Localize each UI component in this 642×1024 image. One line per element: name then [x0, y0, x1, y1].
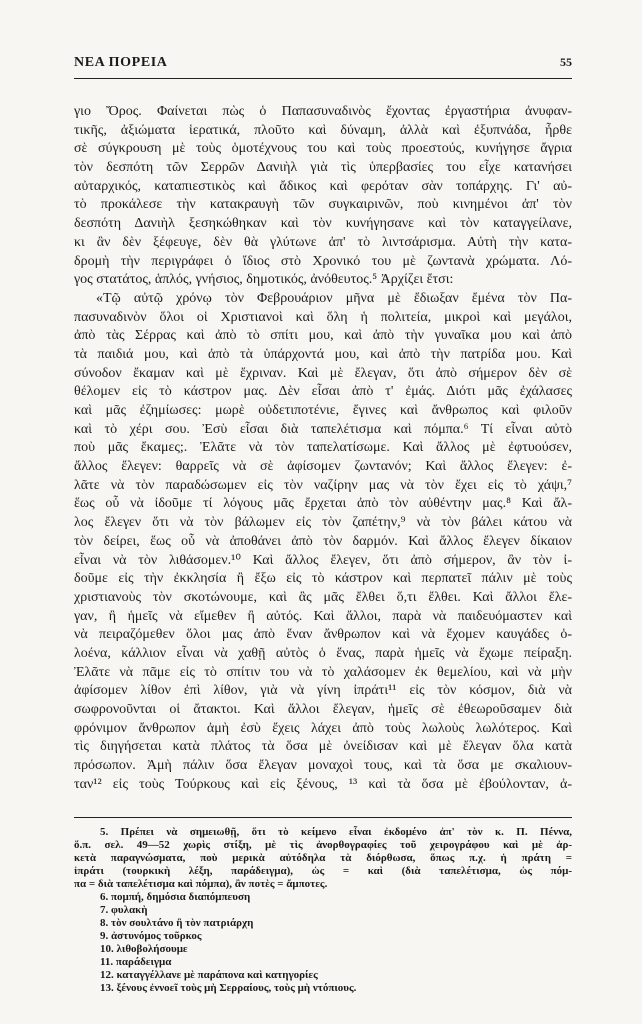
footnote-separator [74, 817, 572, 818]
text-line: κι ἂν δὲν ξέφευγε, δὲν θὰ γλύτωνε ἀπ' τὸ λιντσάρισμα. Αὐτὴ τὴν κατα- [74, 234, 572, 250]
text-line: ἀφίσομεν λίθον ἐπὶ λίθον, γιὰ νὰ γίνη ἰπράτι¹¹ εἰς τὸν κόσμον, διὰ νὰ [74, 683, 572, 699]
text-line: πρόσωπον. Ἀμὴ πάλιν ὅσα ἔλεγαν μοναχοὶ τους, καὶ τὰ ὅσα με σκαλιουν- [74, 758, 572, 774]
page-number: 55 [560, 55, 572, 69]
body-text [74, 103, 572, 794]
footnote-5-line: πα = διὰ ταπελέτισμα καὶ πόμπα), ἂν ποτὲς = ἄμποτες. [74, 878, 328, 891]
text-line: νὰ πειραζόμεθεν ὅλοι μας ἀπὸ ἕναν ἄνθρωπον καὶ νὰ ἔχομεν καυγάδες ὁ- [74, 627, 572, 643]
text-line: θέλομεν εἰς τὸ κάστρον μας. Δὲν εἶσαι ἀπὸ τ' ἐμάς. Διότι μᾶς ἐχάλασες [74, 384, 572, 400]
text-line: ἕως οὗ νὰ ἰδοῦμε τί λόγους μᾶς ἔρχεται ἀπὸ τὸν αὐθέντην μας.⁸ Καὶ ἄλ- [74, 496, 572, 512]
footnote-item: 11. παράδειγμα [100, 956, 172, 969]
text-line: δρομὴ τὴν περιγράφει ὁ ἴδιος στὸ Χρονικό του μὲ ζωντανὰ χρώματα. Λό- [74, 253, 572, 269]
text-line: τὸν δείρει, ἕως οὗ νὰ ἀποθάνει ἀπὸ τὸν δαρμόν. Καὶ ἄλλος ἔλεγεν δίκαιον [74, 533, 572, 549]
footnotes [74, 826, 572, 995]
footnote-5-line: ἰπράτι (τουρκικὴ λέξη, παράδειγμα), ὡς = καὶ (διὰ ταπελέτισμα, ὡς πόμ- [74, 865, 572, 878]
text-line: καὶ τὸ χέρι σου. Ἐσὺ εἶσαι διὰ ταπελέτισμα καὶ πόμπα.⁶ Τί εἶναι αὐτὸ [74, 421, 572, 437]
text-line: φρόνιμον ἄνθρωπον ἀμὴ ἐσὺ ἔχεις λάχει ἀπὸ τοὺς λωλοὺς λωλότερος. Καὶ [74, 720, 572, 736]
text-line: Ἐλᾶτε νὰ πᾶμε εἰς τὸ σπίτιν του νὰ τὸ χαλάσομεν ἐκ θεμελίου, καὶ νὰ μὴν [74, 664, 572, 680]
text-line: ἀπὸ τὰς Σέρρας καὶ ἀπὸ τὸ σπίτι μου, καὶ ἀπὸ τὴν γυναῖκα μου καὶ ἀπὸ [74, 328, 572, 344]
text-line: γιο Ὄρος. Φαίνεται πὼς ὁ Παπασυναδινὸς ἔχοντας ἐργαστήρια ἀνυφαν- [74, 104, 572, 119]
text-line: δοῦμε εἰς τὴν ἐκκλησία ἢ ἔξω εἰς τὸ κάστρον καὶ περπατεῖ πάλιν μὲ τοὺς [74, 571, 572, 587]
text-line: χριστιανοὺς τὸν σκοτώνουμε, καὶ ἂς μᾶς ἔλθει ὅ,τι ἔλθει. Καὶ ἄλλοι ἔλε- [74, 589, 572, 605]
text-line: τὸ προκάλεσε τὴν κατακραυγὴ τῶν συγκαιρινῶν, ποὺ κινημένοι ἀπ' τὸν [74, 197, 572, 213]
text-line: τὶς διηγήσεται κατὰ πλάτος τὰ ὅσα μὲ ὀνείδισαν καὶ μὲ ἔλεγαν ὅλα κατὰ [74, 739, 572, 755]
text-line: καὶ μᾶς ἐζημίωσες: μωρὲ οὐδετιποτένιε, ἔγινες καὶ ἄνθρωπος καὶ φιλοῦν [74, 403, 572, 418]
running-header [74, 55, 572, 71]
footnote-item: 12. καταγγέλλανε μὲ παράπονα καὶ κατηγορίες [100, 969, 318, 982]
text-line: σωφρονοῦνται οἱ ἄτακτοι. Καὶ ἄλλοι ἔλεγαν, ἡμεῖς σὲ ἐθεωροῦσαμεν διὰ [74, 702, 572, 717]
journal-title: ΝΕΑ ΠΟΡΕΙΑ [74, 55, 168, 70]
footnote-item: 7. φυλακὴ [100, 904, 148, 917]
text-line: αὐταρχικός, καταπιεστικὸς καὶ ἄδικος καὶ φερόταν σὰν τοπάρχης. Γι' αὐ- [74, 178, 572, 194]
text-line: γαν, ἢ ἡμεῖς νὰ εἴμεθεν ἢ αὐτός. Καὶ ἄλλοι, παρὰ νὰ παιδευόμαστεν καὶ [74, 608, 572, 624]
footnote-item: 6. πομπή, δημόσια διαπόμπευση [100, 891, 251, 904]
text-line: τικῆς, ἀξιώματα ἱερατικά, πλοῦτο καὶ δύναμη, ἀλλὰ καὶ ἐξυπνάδα, ἦρθε [74, 122, 572, 138]
page [74, 55, 572, 995]
text-line: λοένα, κάλλιον εἶναι νὰ χαθῇ αὐτὸς ὁ ἕνας, παρὰ ἡμεῖς νὰ ἔχωμε πείραξη. [74, 645, 572, 661]
footnote-5-line: ὅ.π. σελ. 49—52 χωρὶς στίξη, μὲ τὶς ἀνορθογραφίες τοῦ χειρογράφου καὶ μὲ ἀρ- [74, 839, 572, 852]
footnote-item: 9. ἀστυνόμος τοῦρκος [100, 930, 202, 943]
text-line: εἶναι νὰ τὸν λιθάσομεν.¹⁰ Καὶ ἄλλος ἔλεγεν, ὅτι ἀπὸ σήμερον, ἂν τὸν ἰ- [74, 552, 572, 568]
text-line: σύνοδον ἔκαμαν καὶ μὲ ἔχριναν. Καὶ μὲ ἔλεγαν, ὅτι ἀπὸ σήμερον δὲν σὲ [74, 365, 572, 381]
text-line: λᾶτε νὰ τὸν παραδώσωμεν εἰς τὸν ναζίρην μας νὰ τὸν ἔχει εἰς τὸ χάψι,⁷ [74, 477, 572, 493]
text-line: ποὺ μᾶς ἔκαμες;. Ἐλᾶτε νὰ τὸν ταπελατίσωμε. Καὶ ἄλλος μὲ ἐφτυούσεν, [74, 440, 572, 456]
text-line: ἄλλος ἔλεγεν: θαρρεῖς νὰ σὲ ἀφίσομεν ζωντανόν; Καὶ ἄλλος ἔλεγεν: ἐ- [74, 459, 572, 475]
footnote-item: 8. τὸν σουλτάνο ἢ τὸν πατριάρχη [100, 917, 254, 930]
text-line: «Τῷ αὐτῷ χρόνῳ τὸν Φεβρουάριον μῆνα μὲ ἔδιωξαν ἔμένα τὸν Πα- [96, 290, 572, 306]
text-line: δεσπότη Δανιὴλ ξεσηκώθηκαν καὶ τὸν κυνήγησανε καὶ τὸν καταγγείλανε, [74, 216, 572, 232]
text-line: σὲ σύγκρουση μὲ τοὺς ὁμοτέχνους του καὶ τοὺς προεστούς, κυνήγησε ἄγρια [74, 141, 572, 157]
footnote-5-line: κετὰ παραγνώσματα, ποὺ μερικὰ αὐτόδηλα τὰ διόρθωσα, ὅπως π.χ. ἡ πράτη = [74, 852, 572, 865]
text-line: λος ἔλεγεν ὅτι νὰ τὸν βάλωμεν εἰς τὸν ζαπέτην,⁹ νὰ τὸν βάλει κάτου νὰ [74, 515, 572, 531]
header-rule [74, 78, 572, 79]
text-line: πασυναδινὸν ὅλοι οἱ Χριστιανοὶ καὶ ὅλη ἡ πολιτεία, μικροὶ καὶ μεγάλοι, [74, 309, 572, 325]
footnote-5-line: 5. Πρέπει νὰ σημειωθῇ, ὅτι τὸ κείμενο εἶναι ἐκδομένο ἀπ' τὸν κ. Π. Πέννα, [100, 826, 572, 839]
text-line: τὸν δεσπότη τῶν Σερρῶν Δανιὴλ γιὰ τὶς ὑπερβασίες του εἶχε κατανήσει [74, 160, 572, 176]
footnote-item: 13. ξένους ἐννοεῖ τοὺς μὴ Σερραίους, τοὺς μὴ ντόπιους. [100, 982, 357, 995]
text-line: τὰ παιδιά μου, καὶ ἀπὸ τὰ ὑπάρχοντά μου, καὶ ἀπὸ τὴν πατρίδα μου. Καὶ [74, 346, 572, 362]
text-line: ταν¹² εἰς τοὺς Τούρκους καὶ εἰς ξένους, ¹³ καὶ τὰ ὅσα μὲ ἐβούλονταν, ἀ- [74, 776, 572, 792]
text-line: γος στατάτος, ἁπλός, γνήσιος, δημοτικός, ἀνόθευτος.⁵ Ἀρχίζει ἔτσι: [74, 272, 454, 288]
footnote-item: 10. λιθοβολήσουμε [100, 943, 188, 956]
